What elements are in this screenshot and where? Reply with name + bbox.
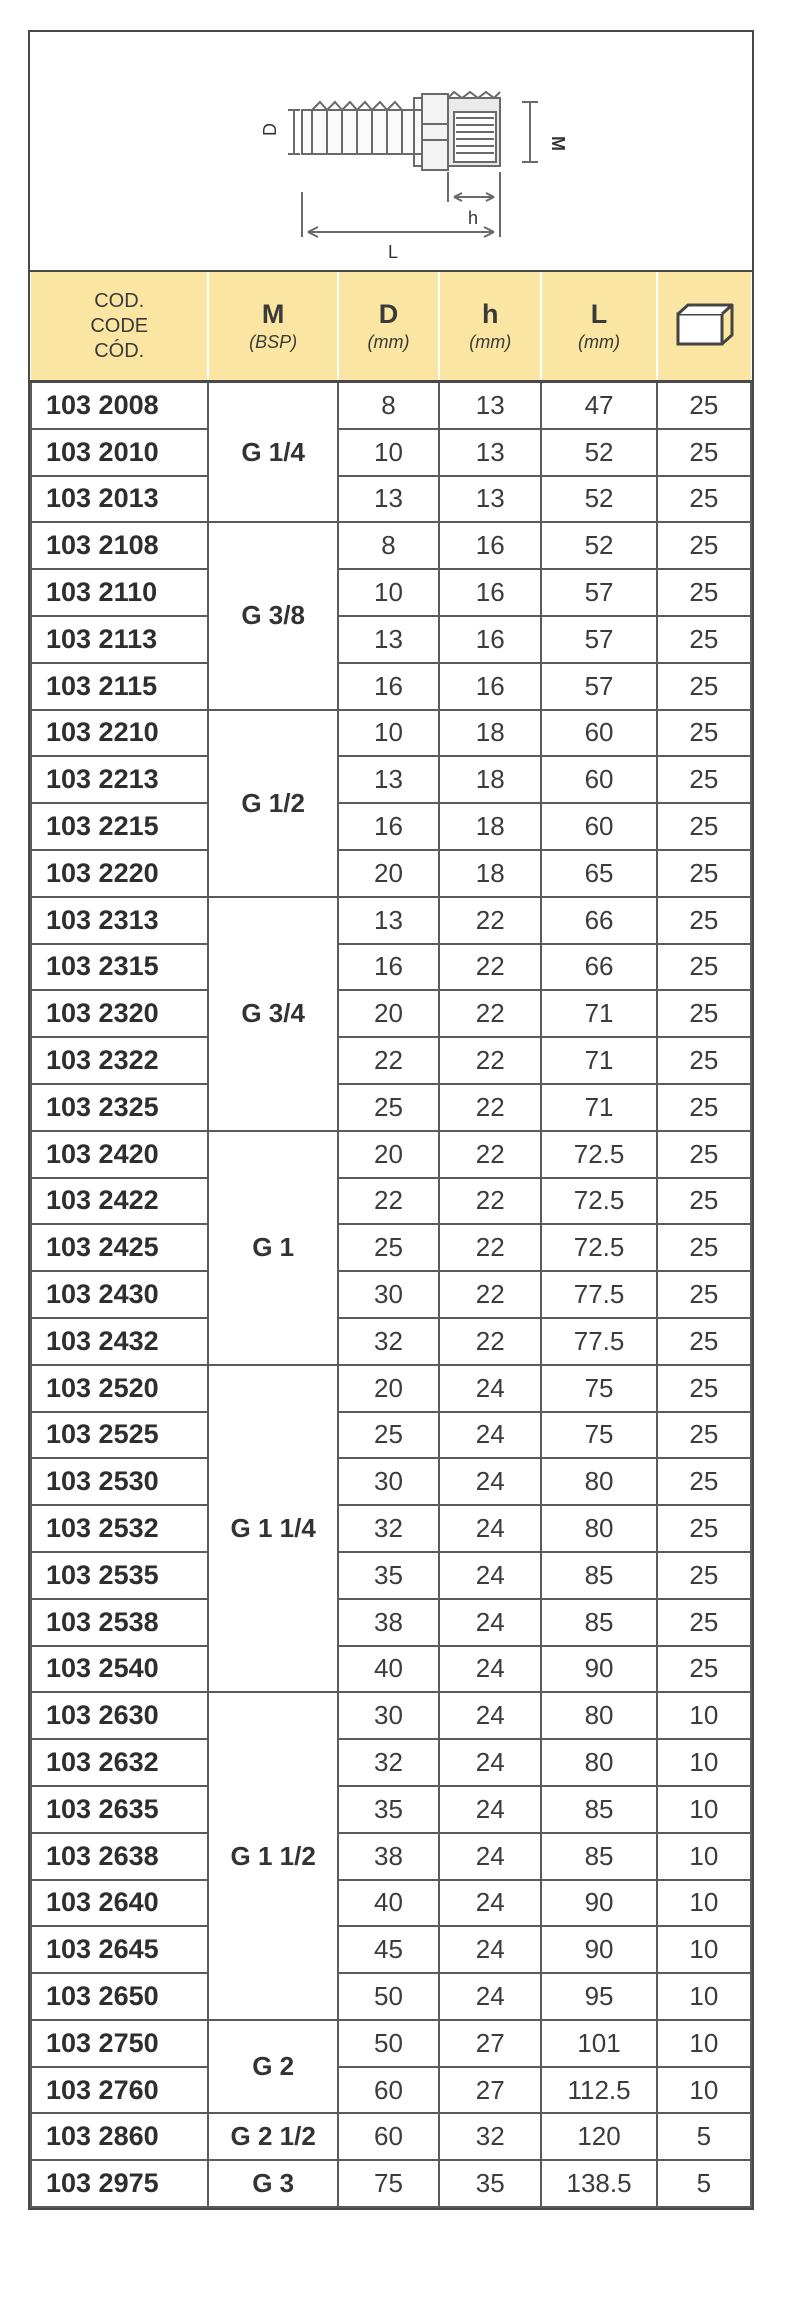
cell-l: 71 [541, 990, 656, 1037]
table-row [31, 1646, 751, 1693]
cell-h: 22 [439, 1224, 541, 1271]
cell-code: 103 2420 [31, 1131, 208, 1178]
header-m [208, 272, 337, 382]
table-row [31, 710, 751, 757]
header-h-unit: (mm) [469, 331, 512, 352]
cell-qty: 25 [657, 616, 751, 663]
cell-code: 103 2650 [31, 1973, 208, 2020]
cell-d: 16 [338, 663, 439, 710]
cell-code: 103 2210 [31, 710, 208, 757]
cell-l: 47 [541, 382, 656, 429]
table-row [31, 1037, 751, 1084]
cell-qty: 25 [657, 522, 751, 569]
table-row [31, 1224, 751, 1271]
cell-l: 52 [541, 522, 656, 569]
cell-h: 22 [439, 1131, 541, 1178]
table-row [31, 1692, 751, 1739]
cell-qty: 25 [657, 1365, 751, 1412]
table-row [31, 1739, 751, 1786]
cell-h: 24 [439, 1365, 541, 1412]
header-code [31, 272, 208, 382]
header-h [439, 272, 541, 382]
cell-h: 22 [439, 897, 541, 944]
cell-thread-size: G 3/8 [208, 522, 337, 709]
cell-l: 112.5 [541, 2067, 656, 2114]
table-row [31, 2160, 751, 2207]
cell-qty: 25 [657, 1458, 751, 1505]
cell-code: 103 2630 [31, 1692, 208, 1739]
cell-d: 22 [338, 1178, 439, 1225]
cell-h: 35 [439, 2160, 541, 2207]
cell-l: 60 [541, 710, 656, 757]
cell-qty: 25 [657, 663, 751, 710]
cell-d: 38 [338, 1833, 439, 1880]
cell-l: 60 [541, 803, 656, 850]
cell-d: 22 [338, 1037, 439, 1084]
cell-h: 24 [439, 1646, 541, 1693]
cell-qty: 25 [657, 382, 751, 429]
cell-h: 16 [439, 569, 541, 616]
cell-l: 85 [541, 1833, 656, 1880]
cell-code: 103 2540 [31, 1646, 208, 1693]
header-d-title: D [378, 298, 399, 329]
table-row [31, 1412, 751, 1459]
cell-thread-size: G 3 [208, 2160, 337, 2207]
cell-code: 103 2422 [31, 1178, 208, 1225]
cell-qty: 25 [657, 1505, 751, 1552]
cell-qty: 10 [657, 1880, 751, 1927]
cell-h: 24 [439, 1833, 541, 1880]
header-h-title: h [482, 298, 499, 329]
cell-h: 24 [439, 1973, 541, 2020]
cell-h: 22 [439, 1271, 541, 1318]
cell-h: 13 [439, 382, 541, 429]
cell-d: 16 [338, 944, 439, 991]
table-header [31, 272, 751, 382]
header-code-line-1: COD. [94, 289, 145, 312]
cell-h: 24 [439, 1880, 541, 1927]
cell-qty: 10 [657, 1739, 751, 1786]
cell-d: 60 [338, 2113, 439, 2160]
cell-d: 30 [338, 1271, 439, 1318]
cell-code: 103 2115 [31, 663, 208, 710]
cell-d: 10 [338, 710, 439, 757]
cell-code: 103 2425 [31, 1224, 208, 1271]
cell-d: 13 [338, 476, 439, 523]
cell-d: 20 [338, 1131, 439, 1178]
cell-d: 40 [338, 1880, 439, 1927]
cell-code: 103 2315 [31, 944, 208, 991]
box-icon [672, 300, 736, 348]
header-m-title: M [261, 298, 285, 329]
cell-h: 24 [439, 1412, 541, 1459]
cell-qty: 10 [657, 2067, 751, 2114]
table-row [31, 2113, 751, 2160]
cell-qty: 25 [657, 1037, 751, 1084]
cell-qty: 25 [657, 1178, 751, 1225]
cell-l: 80 [541, 1505, 656, 1552]
cell-qty: 5 [657, 2113, 751, 2160]
table-row [31, 944, 751, 991]
cell-d: 35 [338, 1552, 439, 1599]
cell-l: 95 [541, 1973, 656, 2020]
cell-code: 103 2638 [31, 1833, 208, 1880]
cell-h: 13 [439, 476, 541, 523]
cell-d: 75 [338, 2160, 439, 2207]
cell-code: 103 2538 [31, 1599, 208, 1646]
cell-qty: 25 [657, 803, 751, 850]
cell-d: 38 [338, 1599, 439, 1646]
cell-code: 103 2215 [31, 803, 208, 850]
table-row [31, 850, 751, 897]
cell-qty: 25 [657, 990, 751, 1037]
table-row [31, 1552, 751, 1599]
cell-code: 103 2220 [31, 850, 208, 897]
cell-h: 24 [439, 1599, 541, 1646]
cell-d: 13 [338, 897, 439, 944]
cell-h: 16 [439, 616, 541, 663]
table-row [31, 569, 751, 616]
cell-qty: 25 [657, 756, 751, 803]
cell-h: 18 [439, 756, 541, 803]
cell-qty: 25 [657, 1271, 751, 1318]
label-m: M [548, 136, 568, 151]
header-code-line-3: CÓD. [94, 339, 145, 362]
table-row [31, 1271, 751, 1318]
cell-h: 24 [439, 1926, 541, 1973]
table-row [31, 1318, 751, 1365]
label-l: L [388, 242, 399, 262]
cell-l: 120 [541, 2113, 656, 2160]
cell-l: 80 [541, 1692, 656, 1739]
cell-h: 18 [439, 803, 541, 850]
cell-l: 75 [541, 1365, 656, 1412]
table-row [31, 616, 751, 663]
table-row [31, 2020, 751, 2067]
cell-qty: 25 [657, 897, 751, 944]
cell-qty: 25 [657, 1318, 751, 1365]
product-table [30, 272, 752, 2208]
cell-code: 103 2010 [31, 429, 208, 476]
cell-h: 24 [439, 1692, 541, 1739]
header-d-unit: (mm) [367, 331, 410, 352]
cell-l: 90 [541, 1926, 656, 1973]
cell-qty: 25 [657, 1552, 751, 1599]
cell-code: 103 2975 [31, 2160, 208, 2207]
cell-l: 57 [541, 616, 656, 663]
cell-qty: 5 [657, 2160, 751, 2207]
table-row [31, 1973, 751, 2020]
label-h: h [468, 208, 479, 228]
cell-code: 103 2110 [31, 569, 208, 616]
cell-h: 24 [439, 1458, 541, 1505]
cell-l: 80 [541, 1458, 656, 1505]
table-row [31, 1833, 751, 1880]
table-row [31, 803, 751, 850]
cell-l: 90 [541, 1880, 656, 1927]
cell-l: 71 [541, 1084, 656, 1131]
cell-thread-size: G 1 1/2 [208, 1692, 337, 2020]
cell-code: 103 2860 [31, 2113, 208, 2160]
cell-code: 103 2430 [31, 1271, 208, 1318]
cell-qty: 25 [657, 1224, 751, 1271]
cell-d: 8 [338, 522, 439, 569]
cell-l: 52 [541, 476, 656, 523]
cell-code: 103 2530 [31, 1458, 208, 1505]
table-row [31, 1458, 751, 1505]
cell-h: 22 [439, 1318, 541, 1365]
cell-h: 18 [439, 710, 541, 757]
cell-h: 22 [439, 1178, 541, 1225]
cell-d: 20 [338, 1365, 439, 1412]
cell-d: 13 [338, 616, 439, 663]
cell-d: 25 [338, 1084, 439, 1131]
cell-d: 30 [338, 1692, 439, 1739]
header-m-unit: (BSP) [249, 331, 298, 352]
cell-l: 85 [541, 1599, 656, 1646]
cell-thread-size: G 1/4 [208, 382, 337, 523]
cell-code: 103 2320 [31, 990, 208, 1037]
cell-qty: 25 [657, 1131, 751, 1178]
cell-d: 32 [338, 1505, 439, 1552]
cell-code: 103 2113 [31, 616, 208, 663]
cell-code: 103 2750 [31, 2020, 208, 2067]
cell-h: 24 [439, 1505, 541, 1552]
cell-qty: 25 [657, 569, 751, 616]
cell-code: 103 2525 [31, 1412, 208, 1459]
cell-code: 103 2635 [31, 1786, 208, 1833]
cell-d: 25 [338, 1224, 439, 1271]
cell-h: 18 [439, 850, 541, 897]
cell-h: 22 [439, 944, 541, 991]
cell-qty: 25 [657, 1646, 751, 1693]
header-l-title: L [590, 298, 608, 329]
cell-thread-size: G 1 1/4 [208, 1365, 337, 1693]
cell-h: 32 [439, 2113, 541, 2160]
product-sheet [28, 30, 754, 2210]
cell-h: 16 [439, 522, 541, 569]
cell-qty: 25 [657, 476, 751, 523]
cell-d: 10 [338, 429, 439, 476]
table-row [31, 1880, 751, 1927]
cell-d: 10 [338, 569, 439, 616]
cell-d: 32 [338, 1739, 439, 1786]
cell-h: 24 [439, 1786, 541, 1833]
cell-code: 103 2760 [31, 2067, 208, 2114]
cell-thread-size: G 3/4 [208, 897, 337, 1131]
cell-l: 66 [541, 897, 656, 944]
cell-l: 57 [541, 569, 656, 616]
cell-thread-size: G 1 [208, 1131, 337, 1365]
cell-code: 103 2535 [31, 1552, 208, 1599]
cell-d: 40 [338, 1646, 439, 1693]
cell-code: 103 2108 [31, 522, 208, 569]
cell-d: 13 [338, 756, 439, 803]
table-row [31, 663, 751, 710]
table-row [31, 990, 751, 1037]
table-row [31, 1178, 751, 1225]
header-box [657, 272, 751, 382]
table-row [31, 1365, 751, 1412]
cell-l: 138.5 [541, 2160, 656, 2207]
cell-d: 32 [338, 1318, 439, 1365]
cell-l: 72.5 [541, 1224, 656, 1271]
cell-l: 75 [541, 1412, 656, 1459]
label-d: D [260, 123, 280, 136]
cell-h: 24 [439, 1739, 541, 1786]
cell-d: 50 [338, 1973, 439, 2020]
cell-code: 103 2640 [31, 1880, 208, 1927]
table-body [31, 382, 751, 2208]
table-row [31, 1505, 751, 1552]
cell-l: 72.5 [541, 1131, 656, 1178]
cell-code: 103 2013 [31, 476, 208, 523]
cell-l: 57 [541, 663, 656, 710]
table-row [31, 2067, 751, 2114]
cell-h: 22 [439, 1037, 541, 1084]
cell-code: 103 2645 [31, 1926, 208, 1973]
cell-code: 103 2632 [31, 1739, 208, 1786]
cell-d: 16 [338, 803, 439, 850]
cell-qty: 10 [657, 1833, 751, 1880]
table-row [31, 1084, 751, 1131]
cell-h: 22 [439, 990, 541, 1037]
cell-l: 77.5 [541, 1271, 656, 1318]
cell-d: 35 [338, 1786, 439, 1833]
cell-h: 13 [439, 429, 541, 476]
cell-d: 25 [338, 1412, 439, 1459]
cell-qty: 25 [657, 429, 751, 476]
cell-qty: 10 [657, 1973, 751, 2020]
cell-d: 50 [338, 2020, 439, 2067]
cell-l: 77.5 [541, 1318, 656, 1365]
cell-qty: 10 [657, 1786, 751, 1833]
cell-qty: 25 [657, 1412, 751, 1459]
header-d [338, 272, 439, 382]
cell-qty: 25 [657, 850, 751, 897]
cell-code: 103 2432 [31, 1318, 208, 1365]
header-l [541, 272, 656, 382]
cell-code: 103 2313 [31, 897, 208, 944]
cell-code: 103 2322 [31, 1037, 208, 1084]
cell-l: 71 [541, 1037, 656, 1084]
cell-l: 60 [541, 756, 656, 803]
cell-qty: 25 [657, 944, 751, 991]
table-row [31, 897, 751, 944]
table-row [31, 429, 751, 476]
table-row [31, 1131, 751, 1178]
cell-h: 22 [439, 1084, 541, 1131]
cell-l: 101 [541, 2020, 656, 2067]
fitting-drawing [30, 32, 752, 270]
cell-l: 85 [541, 1552, 656, 1599]
cell-l: 90 [541, 1646, 656, 1693]
table-row [31, 382, 751, 429]
cell-d: 8 [338, 382, 439, 429]
cell-d: 30 [338, 1458, 439, 1505]
cell-d: 45 [338, 1926, 439, 1973]
cell-h: 27 [439, 2067, 541, 2114]
cell-d: 60 [338, 2067, 439, 2114]
cell-qty: 25 [657, 1599, 751, 1646]
cell-qty: 10 [657, 2020, 751, 2067]
cell-l: 65 [541, 850, 656, 897]
cell-l: 52 [541, 429, 656, 476]
cell-h: 16 [439, 663, 541, 710]
header-l-unit: (mm) [578, 331, 621, 352]
fitting-diagram [30, 32, 752, 272]
cell-l: 72.5 [541, 1178, 656, 1225]
table-row [31, 1786, 751, 1833]
cell-qty: 10 [657, 1692, 751, 1739]
cell-code: 103 2008 [31, 382, 208, 429]
cell-code: 103 2325 [31, 1084, 208, 1131]
header-code-line-2: CODE [90, 314, 149, 337]
cell-code: 103 2520 [31, 1365, 208, 1412]
cell-qty: 10 [657, 1926, 751, 1973]
table-row [31, 756, 751, 803]
cell-l: 80 [541, 1739, 656, 1786]
cell-qty: 25 [657, 710, 751, 757]
cell-code: 103 2213 [31, 756, 208, 803]
cell-h: 24 [439, 1552, 541, 1599]
cell-d: 20 [338, 990, 439, 1037]
table-row [31, 476, 751, 523]
cell-l: 85 [541, 1786, 656, 1833]
table-row [31, 1599, 751, 1646]
cell-l: 66 [541, 944, 656, 991]
cell-qty: 25 [657, 1084, 751, 1131]
cell-thread-size: G 1/2 [208, 710, 337, 897]
cell-d: 20 [338, 850, 439, 897]
cell-thread-size: G 2 1/2 [208, 2113, 337, 2160]
cell-code: 103 2532 [31, 1505, 208, 1552]
cell-thread-size: G 2 [208, 2020, 337, 2114]
table-row [31, 522, 751, 569]
cell-h: 27 [439, 2020, 541, 2067]
table-row [31, 1926, 751, 1973]
